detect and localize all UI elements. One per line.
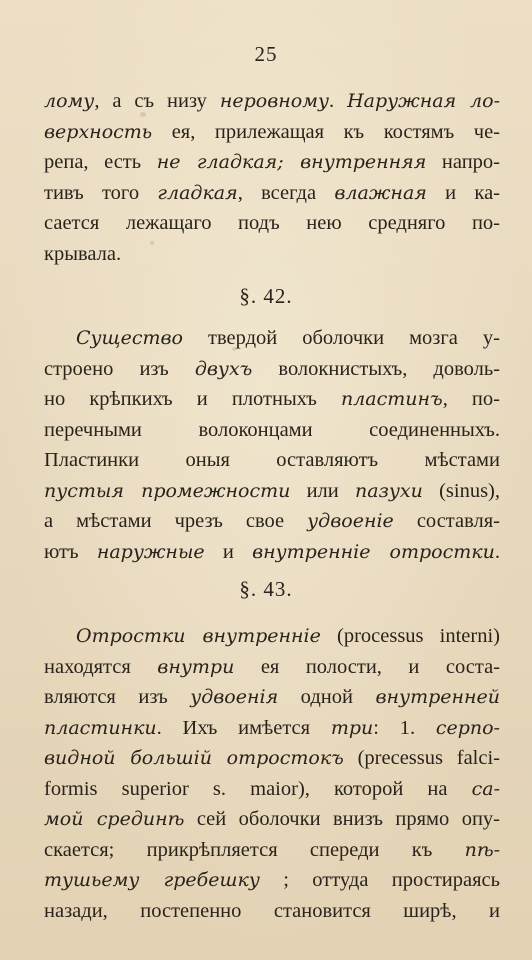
text-run: , а съ низу [94, 90, 220, 112]
text-run: ; оттуда простираясь [259, 869, 500, 891]
text-run: ея полости, и соста- [234, 655, 500, 678]
italic-term: видной большій отростокъ [44, 747, 344, 769]
italic-term: неровному [219, 90, 330, 112]
page-number: 25 [254, 42, 278, 66]
italic-term: тушьему гребешку [44, 869, 260, 891]
paragraph-section-43 [44, 621, 500, 926]
text-run: волокнистыхъ, доволь- [252, 357, 500, 380]
text-line [44, 506, 500, 537]
text-run: строено изъ [44, 357, 195, 380]
text-line [44, 713, 500, 744]
italic-term: Отростки внутренніе [76, 625, 321, 647]
text-line [44, 147, 500, 178]
italic-term: внутри [157, 655, 235, 678]
text-run: ея, прилежащая къ костямъ че- [152, 120, 500, 143]
italic-term: пластинки [44, 716, 157, 739]
section-heading-42: §. 42. [239, 284, 293, 308]
text-line [44, 537, 500, 568]
text-run: скается; прикрѣпляется спереди къ [44, 838, 465, 861]
text-line [44, 178, 500, 209]
text-line [44, 774, 500, 805]
italic-term: пѣ- [464, 838, 500, 861]
text-run: . [329, 90, 348, 112]
text-run: но крѣпкихъ и плотныхъ [44, 388, 341, 410]
italic-term: удвоенія [190, 686, 279, 708]
text-run: сается лежащаго подъ нею средняго по- [44, 212, 500, 234]
text-run: сей оболочки внизъ прямо опу- [184, 808, 500, 830]
italic-term: внутренніе отростки [252, 540, 495, 563]
text-line [44, 415, 500, 446]
italic-term: двухъ [194, 357, 253, 380]
text-run: , по- [442, 388, 500, 410]
text-run: (precessus falci- [343, 747, 500, 769]
section-heading-43: §. 43. [239, 577, 293, 601]
text-run: одной [278, 686, 376, 708]
italic-term: три [330, 716, 374, 739]
text-run: перечными волоконцами соединенныхъ. [44, 418, 500, 441]
text-run: или [290, 479, 355, 502]
text-run: : 1. [373, 716, 436, 739]
text-line [44, 865, 500, 896]
text-run: напро- [426, 151, 500, 173]
text-line [44, 117, 500, 148]
text-run: назади, постепенно становится ширѣ, и [44, 899, 500, 922]
text-line [44, 743, 500, 774]
italic-term: верхность [44, 120, 153, 143]
italic-term: лому [44, 90, 95, 112]
text-run: formis superior s. maior), которой на [44, 777, 472, 800]
italic-term: серпо- [435, 716, 500, 739]
italic-term: пластинъ [340, 388, 443, 410]
text-run: крывала. [44, 242, 122, 265]
italic-term: внутренней [375, 686, 500, 708]
paragraph-continued [44, 86, 500, 269]
paragraph-section-42 [44, 323, 500, 567]
text-run: . Ихъ имѣется [156, 716, 331, 739]
text-line [44, 86, 500, 117]
italic-term: гладкая [157, 181, 238, 204]
text-line [44, 896, 500, 927]
text-run: Пластинки оныя оставляютъ мѣстами [44, 449, 500, 471]
italic-term: пустыя промежности [44, 479, 291, 502]
text-line [44, 682, 500, 713]
text-line [44, 208, 500, 239]
italic-term: пазухи [354, 479, 423, 502]
text-run: и ка- [426, 181, 500, 204]
text-line [44, 239, 500, 270]
text-run: (sinus), [422, 479, 500, 502]
text-run: тивъ того [44, 181, 158, 204]
text-run: , всегда [237, 181, 335, 204]
text-line [44, 476, 500, 507]
italic-term: наружные [96, 540, 205, 563]
italic-term: удвоеніе [307, 510, 394, 532]
text-run: находятся [44, 655, 158, 678]
italic-term: влажная [334, 181, 427, 204]
italic-term: мой срединѣ [44, 808, 185, 830]
text-run: ютъ [44, 540, 97, 563]
text-run: . [494, 540, 500, 563]
text-run: репа, есть [44, 151, 157, 173]
text-run: (processus interni) [320, 625, 500, 647]
italic-term: са- [471, 777, 500, 800]
text-line [44, 354, 500, 385]
text-line [44, 445, 500, 476]
italic-term: Наружная ло- [347, 90, 500, 112]
text-line [44, 323, 500, 354]
text-run: составля- [393, 510, 500, 532]
text-run: а мѣстами чрезъ свое [44, 510, 308, 532]
text-line [44, 384, 500, 415]
italic-term: не гладкая; внутренняя [156, 151, 427, 173]
text-line [44, 804, 500, 835]
text-run: твердой оболочки мозга у- [182, 327, 500, 349]
text-line [44, 652, 500, 683]
text-line [44, 835, 500, 866]
text-line [44, 621, 500, 652]
italic-term: Существо [76, 327, 183, 349]
text-run: вляются изъ [44, 686, 191, 708]
text-run: и [204, 540, 253, 563]
